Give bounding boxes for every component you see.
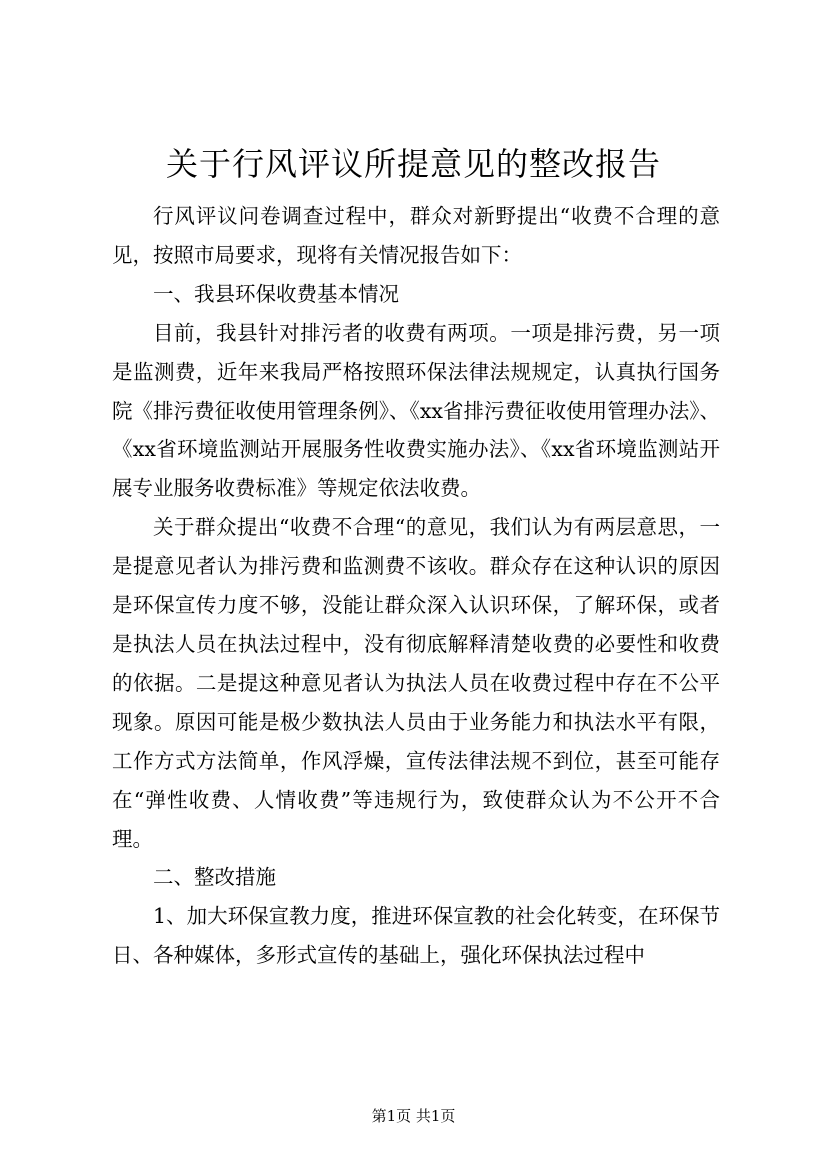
section-heading-1: 一、我县环保收费基本情况 bbox=[153, 281, 399, 306]
document-body bbox=[112, 197, 720, 975]
section-heading-2: 二、整改措施 bbox=[153, 865, 276, 890]
paragraph-opinion: 关于群众提出“收费不合理“的意见，我们认为有两层意思，一是提意见者认为排污费和监测费不该收。群众存在这种认识的原因是环保宣传力度不够，没能让群众深入认识环保，了解环保，或者是执法人员在执法过程中，没有彻底解释清楚收费的必要性和收费的依据。二是提这种意见者认为执法人员在收费过程中存在不公平现象。原因可能是极少数执法人员由于业务能力和执法水平有限，工作方式方法简单，作风浮燥，宣传法律法规不到位，甚至可能存在“弹性收费、人情收费”等违规行为，致使群众认为不公开不合理。 bbox=[112, 515, 720, 851]
page-number-footer: 第1页 共1页 bbox=[371, 1107, 456, 1125]
paragraph-measure-1: 1、加大环保宣教力度，推进环保宣教的社会化转变，在环保节日、各种媒体，多形式宣传的基础上，强化环保执法过程中 bbox=[112, 904, 720, 968]
paragraph-intro: 行风评议问卷调查过程中，群众对新野提出“收费不合理的意见，按照市局要求，现将有关情况报告如下： bbox=[112, 204, 720, 267]
document-title: 关于行风评议所提意见的整改报告 bbox=[165, 145, 661, 183]
paragraph-fees: 目前，我县针对排污者的收费有两项。一项是排污费，另一项是监测费，近年来我局严格按照环保法律法规规定，认真执行国务院《排污费征收使用管理条例》、《xx省排污费征收使用管理办法》、《xx省环境监测站开展服务性收费实施办法》、《xx省环境监测站开展专业服务收费标准》等规定依法收费。 bbox=[112, 320, 720, 501]
